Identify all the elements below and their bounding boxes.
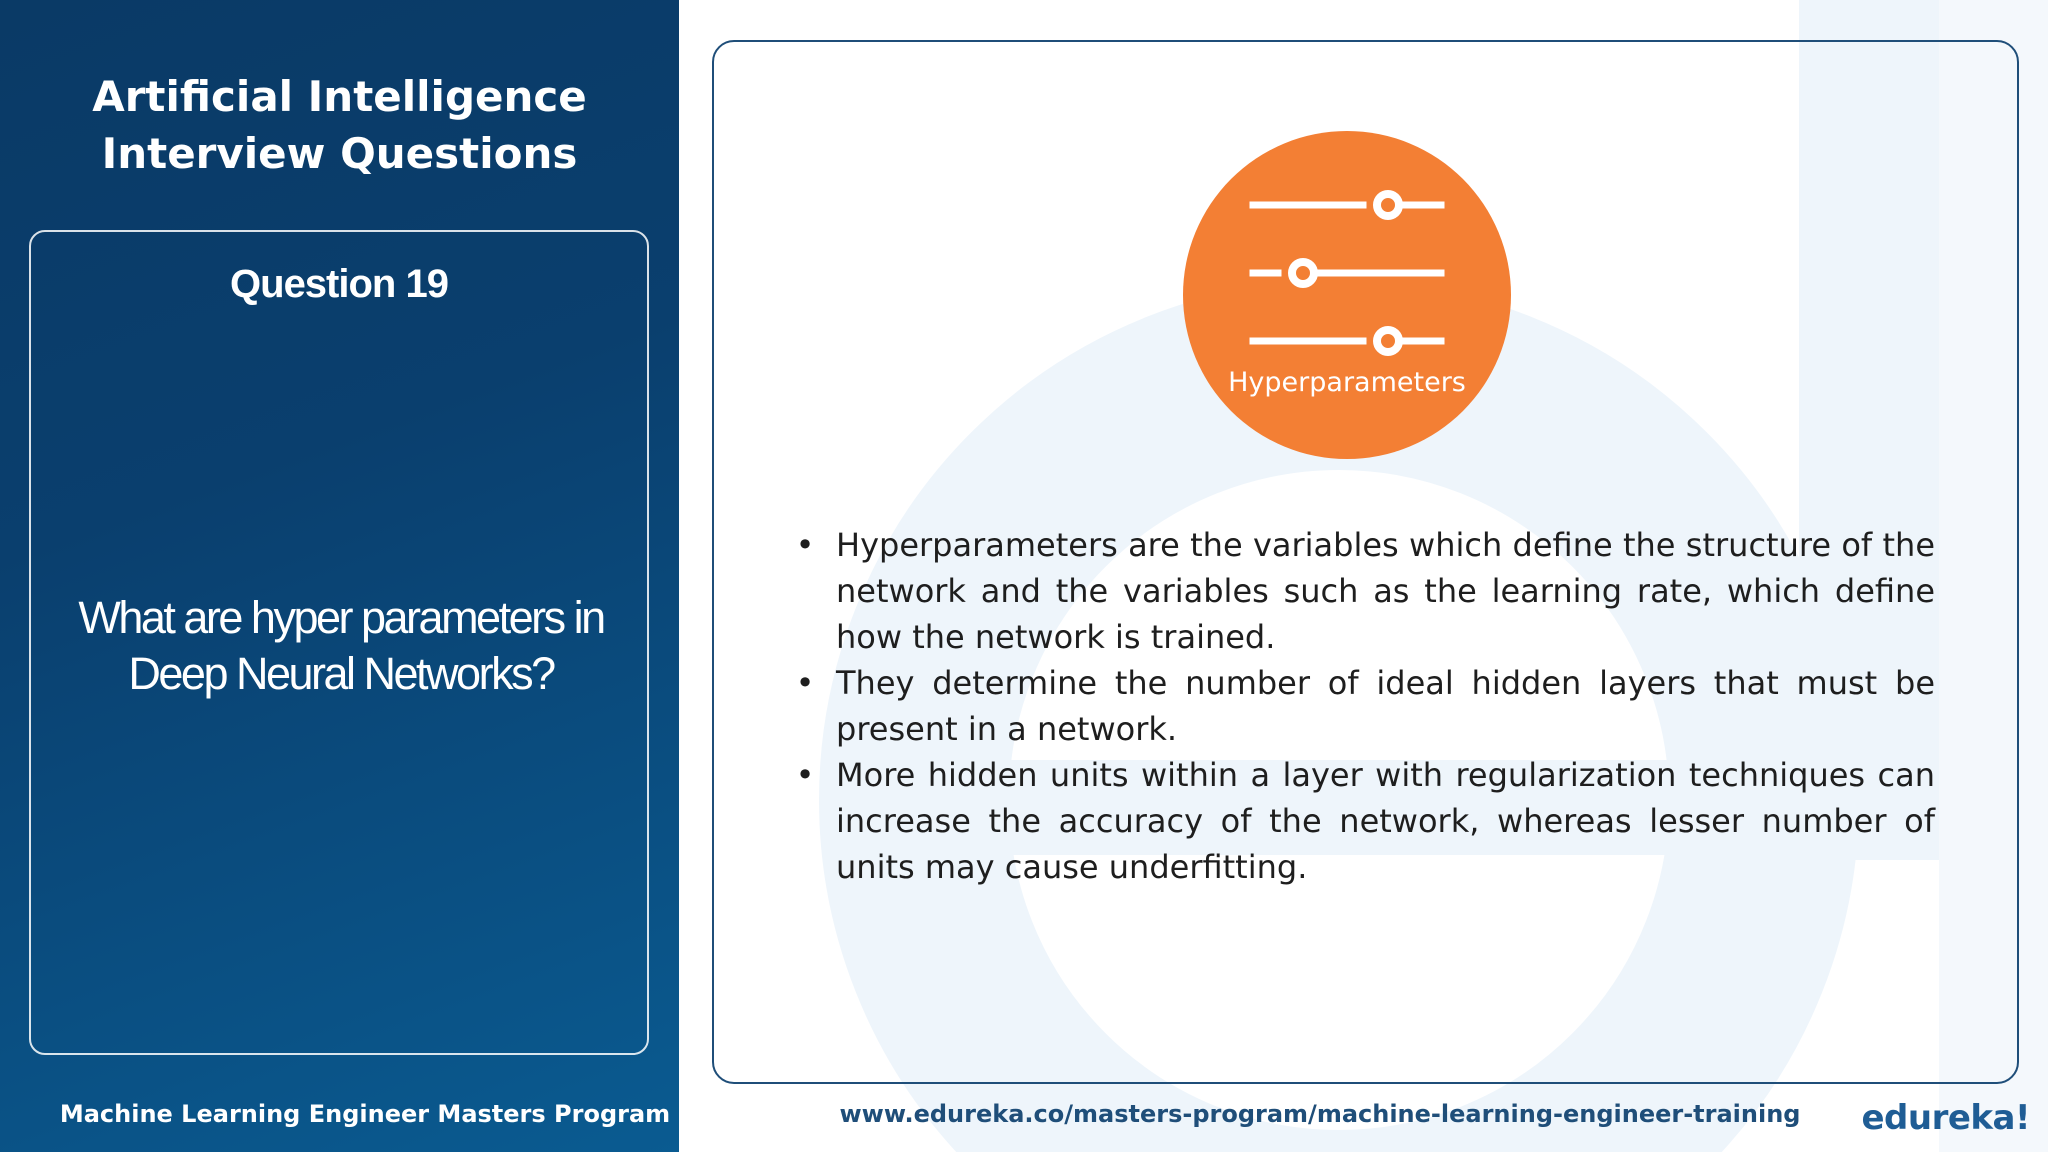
- course-url-link[interactable]: www.edureka.co/masters-program/machine-learning-engineer-training: [839, 1100, 1801, 1128]
- question-box: [29, 230, 649, 1055]
- hyperparameters-label: Hyperparameters: [1228, 367, 1466, 398]
- program-name: Machine Learning Engineer Masters Program: [59, 1100, 671, 1128]
- question-number: Question 19: [230, 262, 448, 306]
- slide-title: [0, 68, 679, 182]
- bullet-item: [790, 660, 1935, 752]
- bullet-item: [790, 752, 1935, 890]
- bullet-text: Hyperparameters are the variables which define the structure of the network and the variables such as the learning rate, which define how the network is trained.: [836, 526, 1935, 656]
- question-text: What are hyper parameters in Deep Neural Networks?: [78, 592, 604, 699]
- bullet-text: They determine the number of ideal hidden layers that must be present in a network.: [836, 664, 1935, 748]
- slide-title-line1: Artificial Intelligence: [92, 72, 587, 121]
- bullet-marker: •: [795, 664, 815, 702]
- bullet-marker: •: [795, 526, 815, 564]
- slide-title-line2: Interview Questions: [101, 129, 578, 178]
- answer-bullets: [790, 522, 1935, 890]
- bullet-item: [790, 522, 1935, 660]
- hyperparameters-badge: [1183, 131, 1511, 459]
- left-panel: [0, 0, 679, 1152]
- bullet-text: More hidden units within a layer with regularization techniques can increase the accuracy of the network, whereas lesser number of units may cause underfitting.: [836, 756, 1935, 886]
- sliders-icon: [1183, 131, 1511, 459]
- bullet-marker: •: [795, 756, 815, 794]
- edureka-logo: edureka!: [1861, 1098, 2030, 1138]
